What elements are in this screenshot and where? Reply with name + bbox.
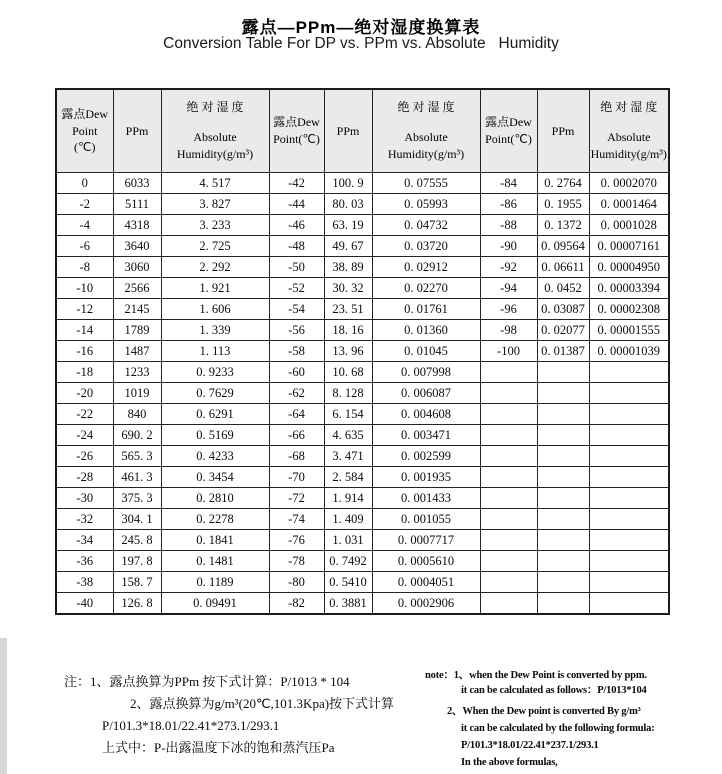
table-cell: [589, 530, 669, 551]
table-row: [56, 383, 669, 404]
table-cell: [537, 551, 589, 572]
table-cell: 8. 128: [324, 383, 372, 404]
table-row: [56, 488, 669, 509]
table-cell: 0. 04732: [372, 215, 480, 236]
table-cell: 0. 00001039: [589, 341, 669, 362]
table-cell: 304. 1: [113, 509, 161, 530]
table-cell: -18: [56, 362, 113, 383]
table-cell: [589, 467, 669, 488]
table-cell: [589, 383, 669, 404]
table-cell: 0. 1955: [537, 194, 589, 215]
page-title-chinese: 露点—PPm—绝对湿度换算表: [241, 18, 481, 37]
table-cell: -42: [269, 173, 324, 194]
table-cell: 0. 01761: [372, 299, 480, 320]
table-cell: 49. 67: [324, 236, 372, 257]
table-cell: [480, 404, 537, 425]
table-cell: 30. 32: [324, 278, 372, 299]
table-cell: -28: [56, 467, 113, 488]
table-cell: [537, 425, 589, 446]
table-cell: -70: [269, 467, 324, 488]
table-cell: 0. 02912: [372, 257, 480, 278]
table-cell: [480, 467, 537, 488]
table-row: [56, 530, 669, 551]
table-cell: 0. 001935: [372, 467, 480, 488]
table-cell: 0. 00001555: [589, 320, 669, 341]
table-cell: -14: [56, 320, 113, 341]
table-cell: -58: [269, 341, 324, 362]
table-cell: 80. 03: [324, 194, 372, 215]
header-row: [56, 89, 669, 173]
column-header-abs-humidity-a: 绝 对 湿 度 Absolute Humidity(g/m³): [161, 89, 269, 173]
table-cell: 0. 07555: [372, 173, 480, 194]
table-cell: 1. 113: [161, 341, 269, 362]
table-cell: 1. 409: [324, 509, 372, 530]
table-cell: -44: [269, 194, 324, 215]
table-cell: 0: [56, 173, 113, 194]
table-cell: 0. 2278: [161, 509, 269, 530]
table-cell: -62: [269, 383, 324, 404]
table-cell: -24: [56, 425, 113, 446]
column-header-abs-humidity-b: 绝 对 湿 度 Absolute Humidity(g/m³): [372, 89, 480, 173]
conversion-table: [55, 88, 670, 615]
table-cell: 2. 584: [324, 467, 372, 488]
column-header-dew-point-a: 露点Dew Point (℃): [56, 89, 113, 173]
note-cn-line-2: 2、露点换算为g/m³(20℃,101.3Kpa)按下式计算: [130, 696, 395, 711]
note-en-line-4: it can be calculated by the following formula:: [461, 723, 655, 734]
table-cell: 0. 7629: [161, 383, 269, 404]
column-header-ppm-b: PPm: [324, 89, 372, 173]
column-header-ppm-c: PPm: [537, 89, 589, 173]
note-cn-line-1: 注：1、露点换算为PPm 按下式计算：P/1013 * 104: [64, 674, 350, 689]
table-cell: [537, 404, 589, 425]
note-en-line-3: 2、When the Dew point is converted By g/m³: [447, 706, 641, 717]
table-cell: 0. 0002070: [589, 173, 669, 194]
table-cell: [480, 551, 537, 572]
table-cell: 0. 2764: [537, 173, 589, 194]
table-cell: 0. 01387: [537, 341, 589, 362]
table-cell: 0. 001055: [372, 509, 480, 530]
table-cell: 3. 827: [161, 194, 269, 215]
table-cell: [589, 509, 669, 530]
table-cell: -92: [480, 257, 537, 278]
table-cell: 0. 00002308: [589, 299, 669, 320]
table-row: [56, 236, 669, 257]
table-cell: 23. 51: [324, 299, 372, 320]
table-cell: -52: [269, 278, 324, 299]
table-cell: 0. 0452: [537, 278, 589, 299]
table-row: [56, 551, 669, 572]
table-cell: 6. 154: [324, 404, 372, 425]
table-cell: -16: [56, 341, 113, 362]
table-cell: 0. 01360: [372, 320, 480, 341]
table-cell: [480, 362, 537, 383]
table-cell: 0. 1372: [537, 215, 589, 236]
table-cell: 0. 004608: [372, 404, 480, 425]
table-cell: 1. 914: [324, 488, 372, 509]
table-cell: -72: [269, 488, 324, 509]
table-cell: -86: [480, 194, 537, 215]
table-cell: [480, 530, 537, 551]
table-cell: [537, 530, 589, 551]
table-cell: 1. 031: [324, 530, 372, 551]
note-cn-line-3: P/101.3*18.01/22.41*273.1/293.1: [102, 718, 280, 733]
table-cell: 6033: [113, 173, 161, 194]
table-cell: 0. 03087: [537, 299, 589, 320]
table-cell: 2566: [113, 278, 161, 299]
table-row: [56, 446, 669, 467]
table-cell: 0. 00003394: [589, 278, 669, 299]
table-cell: -66: [269, 425, 324, 446]
table-cell: 0. 1841: [161, 530, 269, 551]
column-header-dew-point-c: 露点Dew Point(℃): [480, 89, 537, 173]
table-cell: -54: [269, 299, 324, 320]
table-cell: 13. 96: [324, 341, 372, 362]
table-cell: [480, 509, 537, 530]
table-cell: [537, 467, 589, 488]
table-cell: 0. 9233: [161, 362, 269, 383]
table-cell: 0. 006087: [372, 383, 480, 404]
table-cell: [537, 572, 589, 593]
table-cell: -36: [56, 551, 113, 572]
table-cell: -98: [480, 320, 537, 341]
table-row: [56, 194, 669, 215]
note-en-line-5: P/101.3*18.01/22.41*237.1/293.1: [461, 740, 599, 751]
table-cell: 197. 8: [113, 551, 161, 572]
column-header-ppm-a: PPm: [113, 89, 161, 173]
table-cell: 63. 19: [324, 215, 372, 236]
table-cell: 0. 0007717: [372, 530, 480, 551]
table-row: [56, 341, 669, 362]
table-cell: 0. 003471: [372, 425, 480, 446]
table-cell: -78: [269, 551, 324, 572]
table-row: [56, 404, 669, 425]
table-cell: 0. 7492: [324, 551, 372, 572]
table-cell: -40: [56, 593, 113, 615]
table-row: [56, 215, 669, 236]
table-cell: -12: [56, 299, 113, 320]
table-cell: -34: [56, 530, 113, 551]
table-cell: 38. 89: [324, 257, 372, 278]
table-cell: 0. 3454: [161, 467, 269, 488]
note-en-line-1: note：1、when the Dew Point is converted by ppm.: [425, 670, 647, 681]
table-cell: 4. 635: [324, 425, 372, 446]
table-cell: [480, 446, 537, 467]
table-cell: 1019: [113, 383, 161, 404]
table-cell: 0. 2810: [161, 488, 269, 509]
table-row: [56, 509, 669, 530]
table-cell: 1. 606: [161, 299, 269, 320]
table-cell: 4. 517: [161, 173, 269, 194]
table-cell: 1789: [113, 320, 161, 341]
table-cell: [537, 593, 589, 615]
table-cell: [589, 446, 669, 467]
table-cell: 18. 16: [324, 320, 372, 341]
table-cell: [480, 593, 537, 615]
table-cell: 0. 09491: [161, 593, 269, 615]
table-cell: 2145: [113, 299, 161, 320]
table-cell: 0. 02077: [537, 320, 589, 341]
table-cell: -22: [56, 404, 113, 425]
table-cell: 565. 3: [113, 446, 161, 467]
table-cell: -2: [56, 194, 113, 215]
table-cell: 1233: [113, 362, 161, 383]
table-cell: 690. 2: [113, 425, 161, 446]
table-cell: [589, 404, 669, 425]
table-cell: 2. 725: [161, 236, 269, 257]
table-row: [56, 425, 669, 446]
table-cell: 0. 06611: [537, 257, 589, 278]
table-cell: 10. 68: [324, 362, 372, 383]
table-cell: 375. 3: [113, 488, 161, 509]
table-cell: 0. 001433: [372, 488, 480, 509]
table-cell: -90: [480, 236, 537, 257]
table-cell: 245. 8: [113, 530, 161, 551]
note-en-line-6: In the above formulas,: [461, 757, 558, 768]
notes-en: [425, 668, 655, 770]
table-cell: -88: [480, 215, 537, 236]
table-cell: 158. 7: [113, 572, 161, 593]
table-cell: -82: [269, 593, 324, 615]
table-cell: 3060: [113, 257, 161, 278]
table-row: [56, 593, 669, 615]
table-cell: 0. 05993: [372, 194, 480, 215]
table-cell: 3640: [113, 236, 161, 257]
note-en-line-2: it can be calculated as follows：P/1013*104: [461, 685, 647, 696]
table-cell: 0. 5410: [324, 572, 372, 593]
table-cell: [537, 446, 589, 467]
table-cell: 0. 6291: [161, 404, 269, 425]
table-cell: -6: [56, 236, 113, 257]
table-cell: [537, 362, 589, 383]
scan-edge-artifact: [0, 638, 7, 774]
table-body: [56, 173, 669, 615]
table-cell: 1487: [113, 341, 161, 362]
table-cell: [480, 383, 537, 404]
table-cell: -4: [56, 215, 113, 236]
table-cell: -38: [56, 572, 113, 593]
table-cell: -84: [480, 173, 537, 194]
table-cell: -32: [56, 509, 113, 530]
table-cell: -68: [269, 446, 324, 467]
table-cell: 0. 0005610: [372, 551, 480, 572]
table-row: [56, 572, 669, 593]
notes-cn: [64, 671, 394, 759]
table-cell: [480, 425, 537, 446]
column-header-abs-humidity-c: 绝 对 湿 度 Absolute Humidity(g/m³): [589, 89, 669, 173]
table-cell: -20: [56, 383, 113, 404]
table-cell: 0. 5169: [161, 425, 269, 446]
table-cell: 0. 4233: [161, 446, 269, 467]
table-row: [56, 362, 669, 383]
table-cell: 2. 292: [161, 257, 269, 278]
table-cell: 1. 339: [161, 320, 269, 341]
table-cell: -96: [480, 299, 537, 320]
table-cell: [589, 551, 669, 572]
table-cell: 1. 921: [161, 278, 269, 299]
table-cell: 0. 0001464: [589, 194, 669, 215]
table-row: [56, 320, 669, 341]
table-cell: [537, 383, 589, 404]
note-cn-line-4: 上式中：P-出露温度下冰的饱和蒸汽压Pa: [102, 740, 335, 755]
table-cell: 3. 233: [161, 215, 269, 236]
table-cell: 0. 0001028: [589, 215, 669, 236]
table-cell: [480, 488, 537, 509]
table-cell: 0. 3881: [324, 593, 372, 615]
table-cell: -64: [269, 404, 324, 425]
table-cell: 0. 0004051: [372, 572, 480, 593]
table-cell: 100. 9: [324, 173, 372, 194]
table-cell: [537, 488, 589, 509]
table-row: [56, 467, 669, 488]
table-cell: [480, 572, 537, 593]
table-cell: -74: [269, 509, 324, 530]
table-cell: -76: [269, 530, 324, 551]
table-cell: 0. 09564: [537, 236, 589, 257]
table-cell: -100: [480, 341, 537, 362]
table-cell: [589, 362, 669, 383]
table-cell: -80: [269, 572, 324, 593]
table-cell: -56: [269, 320, 324, 341]
table-cell: -94: [480, 278, 537, 299]
table-row: [56, 173, 669, 194]
table-cell: [537, 509, 589, 530]
table-cell: 0. 1481: [161, 551, 269, 572]
table-cell: 4318: [113, 215, 161, 236]
table-cell: 840: [113, 404, 161, 425]
table-cell: 0. 1189: [161, 572, 269, 593]
table-cell: 0. 007998: [372, 362, 480, 383]
table-cell: 461. 3: [113, 467, 161, 488]
table-cell: 0. 00007161: [589, 236, 669, 257]
table-row: [56, 278, 669, 299]
page-title-english: Conversion Table For DP vs. PPm vs. Absolute Humidity: [163, 35, 559, 52]
table-cell: -26: [56, 446, 113, 467]
table-cell: [589, 488, 669, 509]
table-cell: -46: [269, 215, 324, 236]
table-cell: -48: [269, 236, 324, 257]
table-row: [56, 299, 669, 320]
table-cell: -60: [269, 362, 324, 383]
table-cell: 0. 01045: [372, 341, 480, 362]
table-cell: [589, 593, 669, 615]
table-cell: 0. 0002906: [372, 593, 480, 615]
table-cell: -50: [269, 257, 324, 278]
table-cell: 0. 02270: [372, 278, 480, 299]
table-cell: 3. 471: [324, 446, 372, 467]
table-row: [56, 257, 669, 278]
table-cell: -8: [56, 257, 113, 278]
column-header-dew-point-b: 露点Dew Point(℃): [269, 89, 324, 173]
table-cell: 5111: [113, 194, 161, 215]
table-cell: 0. 002599: [372, 446, 480, 467]
table-cell: -10: [56, 278, 113, 299]
table-cell: -30: [56, 488, 113, 509]
table-cell: [589, 572, 669, 593]
table-cell: 0. 00004950: [589, 257, 669, 278]
table-cell: [589, 425, 669, 446]
table-cell: 126. 8: [113, 593, 161, 615]
table-cell: 0. 03720: [372, 236, 480, 257]
